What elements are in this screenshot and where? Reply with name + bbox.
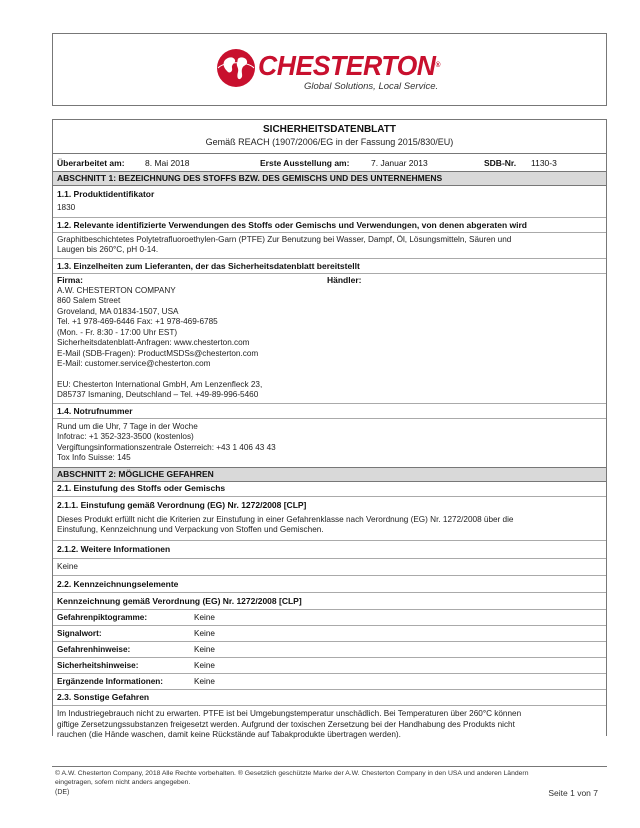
- supplier-block: [53, 274, 606, 404]
- heading-2-1-1: 2.1.1. Einstufung gemäß Verordnung (EG) Nr. 1272/2008 [CLP]: [57, 499, 307, 510]
- language-code: (DE): [55, 789, 70, 796]
- sdb-value: 1130-3: [531, 158, 557, 168]
- label-value: Keine: [194, 613, 215, 622]
- emergency-line: Infotrac: +1 352-323-3500 (kostenlos): [57, 432, 194, 441]
- revised-label: Überarbeitet am:: [57, 158, 125, 168]
- document-body: [52, 119, 607, 739]
- emergency-line: Vergiftungsinformationszentrale Österreich: +43 1 406 43 43: [57, 442, 276, 452]
- classification-line-1: Dieses Produkt erfüllt nicht die Kriterien zur Einstufung in einer Gefahrenklasse nach Verordnung (EG) Nr. 1272/2008 über die: [57, 514, 514, 524]
- heading-1-2: 1.2. Relevante identifizierte Verwendungen des Stoffs oder Gemischs und Verwendungen, von denen abgeraten wird: [53, 218, 606, 233]
- heading-1-3: 1.3. Einzelheiten zum Lieferanten, der das Sicherheitsdatenblatt bereitstellt: [53, 259, 606, 274]
- label-key: Sicherheitshinweise:: [57, 661, 139, 670]
- copyright-line-1: © A.W. Chesterton Company, 2018 Alle Rechte vorbehalten. ® Gesetzlich geschützte Marke der A.W. Chesterton Company in den USA und anderen Ländern: [55, 770, 529, 777]
- logo-box: [52, 33, 607, 106]
- address-line: Sicherheitsdatenblatt-Anfragen: www.chesterton.com: [57, 338, 250, 347]
- address-line: Tel. +1 978-469-6446 Fax: +1 978-469-6785: [57, 317, 218, 326]
- heading-labelling-clp: Kennzeichnung gemäß Verordnung (EG) Nr. 1272/2008 [CLP]: [53, 593, 606, 610]
- meta-row: [53, 154, 606, 172]
- heading-1-1: 1.1. Produktidentifikator: [57, 189, 155, 199]
- first-issue-value: 7. Januar 2013: [371, 158, 428, 168]
- label-row: [53, 642, 606, 658]
- page-number: Seite 1 von 7: [548, 788, 598, 798]
- copyright-line-2: eingetragen, sofern nicht anders angegeben.: [55, 778, 191, 786]
- product-id: 1830: [53, 200, 606, 218]
- label-row: [53, 626, 606, 642]
- other-hazards-line: rauchen (die Hände waschen, damit keine Rückstände auf Tabakprodukte übertragen werden).: [57, 730, 401, 739]
- section-1-header: ABSCHNITT 1: BEZEICHNUNG DES STOFFS BZW. DES GEMISCHS UND DES UNTERNEHMENS: [53, 172, 606, 186]
- label-row: [53, 610, 606, 626]
- address-line: A.W. CHESTERTON COMPANY: [57, 285, 176, 295]
- other-hazards-line: giftige Zersetzungssubstanzen freigesetzt werden. Aufgrund der toxischen Zersetzung bei der Handhabung des Produkts nicht: [57, 719, 515, 729]
- heading-2-1-2: 2.1.2. Weitere Informationen: [53, 541, 606, 559]
- logo-wordmark: CHESTERTON®: [258, 50, 440, 81]
- revised-value: 8. Mai 2018: [145, 158, 190, 168]
- sdb-label: SDB-Nr.: [484, 158, 517, 168]
- address-line: E-Mail (SDB-Fragen): ProductMSDSs@chesterton.com: [57, 348, 259, 358]
- label-value: Keine: [194, 629, 215, 638]
- firm-label: Firma:: [57, 274, 83, 285]
- label-value: Keine: [194, 677, 215, 686]
- label-key: Gefahrenhinweise:: [57, 645, 131, 654]
- chesterton-logo: [216, 48, 451, 98]
- first-issue-label: Erste Ausstellung am:: [260, 158, 350, 168]
- use-line-1: Graphitbeschichtetes Polytetrafluoroethylen-Garn (PTFE) Zur Benutzung bei Wasser, Dampf, Öl, Lösungsmitteln, Säuren und: [57, 234, 512, 244]
- address-line: E-Mail: customer.service@chesterton.com: [57, 359, 211, 368]
- dealer-label: Händler:: [327, 274, 362, 285]
- label-value: Keine: [194, 645, 215, 654]
- classification-line-2: Einstufung, Kennzeichnung und Verpackung von Stoffen und Gemischen.: [53, 525, 606, 541]
- use-line-2: Laugen bis 260°C, pH 0-14.: [53, 245, 606, 259]
- eu-line-2: D85737 Ismaning, Deutschland – Tel. +49-89-996-5460: [53, 390, 606, 404]
- emergency-line: Rund um die Uhr, 7 Tage in der Woche: [57, 421, 198, 431]
- address-line: (Mon. - Fr. 8:30 - 17:00 Uhr EST): [57, 327, 178, 337]
- copyright: [55, 770, 605, 787]
- heading-1-4: 1.4. Notrufnummer: [53, 404, 606, 419]
- logo-tagline: Global Solutions, Local Service.: [304, 81, 439, 92]
- label-key: Gefahrenpiktogramme:: [57, 613, 148, 622]
- address-line: Groveland, MA 01834-1507, USA: [57, 306, 179, 316]
- address-line: 860 Salem Street: [57, 296, 121, 305]
- label-key: Signalwort:: [57, 629, 102, 638]
- heading-2-3: 2.3. Sonstige Gefahren: [53, 690, 606, 706]
- section-2-header: ABSCHNITT 2: MÖGLICHE GEFAHREN: [53, 467, 606, 482]
- other-hazards-line: Im Industriegebrauch nicht zu erwarten. PTFE ist bei Umgebungstemperatur unschädlich. Bei Temperaturen über 260°C können: [57, 709, 522, 718]
- further-info-value: Keine: [53, 559, 606, 577]
- label-key: Ergänzende Informationen:: [57, 677, 163, 686]
- heading-2-2: 2.2. Kennzeichnungselemente: [53, 576, 606, 593]
- doc-subtitle: Gemäß REACH (1907/2006/EG in der Fassung 2015/830/EU): [205, 137, 454, 147]
- label-row: [53, 674, 606, 690]
- eu-line-1: EU: Chesterton International GmbH, Am Lenzenfleck 23,: [57, 379, 263, 389]
- heading-2-1: 2.1. Einstufung des Stoffs oder Gemischs: [53, 482, 606, 497]
- emergency-line: Tox Info Suisse: 145: [57, 453, 131, 462]
- globe-icon: [216, 48, 256, 88]
- footer-divider: [52, 766, 607, 767]
- title-block: [53, 120, 606, 154]
- doc-title: SICHERHEITSDATENBLATT: [263, 124, 396, 135]
- label-row: [53, 658, 606, 674]
- label-value: Keine: [194, 661, 215, 670]
